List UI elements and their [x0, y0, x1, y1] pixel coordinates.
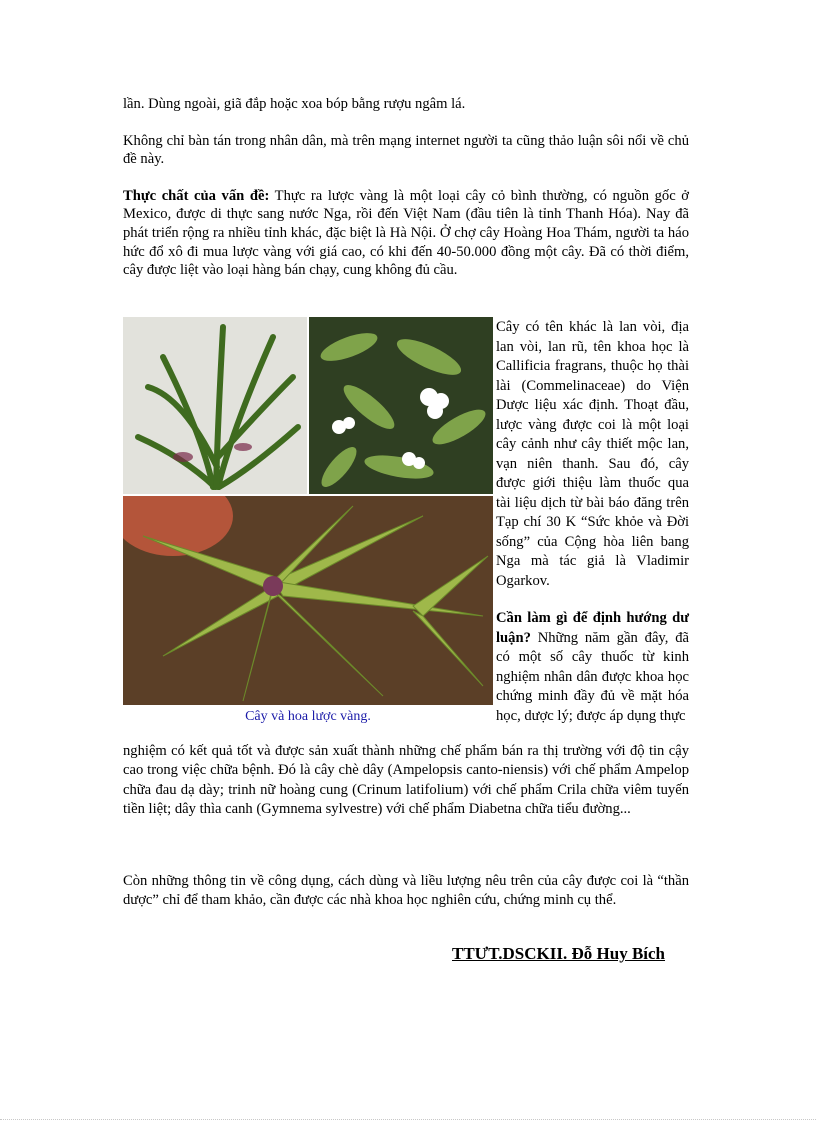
article-top — [123, 95, 689, 280]
intro-line: lần. Dùng ngoài, giã đắp hoặc xoa bóp bằng rượu ngâm lá. — [123, 96, 466, 112]
intro-paragraph: Không chỉ bàn tán trong nhân dân, mà trên mạng internet người ta cũng thảo luận sôi nổi về chủ đề này. — [123, 132, 689, 168]
plant-figure — [123, 317, 493, 727]
side-paragraph: Cây có tên khác là lan vòi, địa lan vòi, lan rũ, tên khoa học là Callificia fragrans, thuộc họ thài lài (Commelinaceae) do Viện Dược liệu xác định. Thoạt đầu, lược vàng được coi là một loại cây cảnh như cây thiết mộc lan, vạn niên thanh. Sau đó, cây được giới thiệu làm thuốc qua tài liệu dịch từ bài báo đăng trên Tạp chí 30 K “Sức khỏe và Đời sống” của Cộng hòa liên bang Nga mà tác giả là Vladimir Ogarkov. — [496, 319, 689, 589]
essence-paragraph — [123, 187, 689, 280]
guidance-text: Những năm gần đây, đã có một số cây thuốc từ kinh nghiệm nhân dân được khoa học chứng minh đầy đủ về mặt hóa học, dược lý; được áp dụng thực — [496, 629, 689, 724]
guidance-paragraph — [496, 609, 689, 726]
closing-paragraph: Còn những thông tin về công dụng, cách dùng và liều lượng nêu trên của cây được coi là “thần dược” chỉ để tham khảo, cần được các nhà khoa học nghiên cứu, chứng minh cụ thể. — [123, 873, 689, 909]
figure-caption: Cây và hoa lược vàng. — [245, 709, 371, 724]
plant-photo-potted — [123, 317, 307, 494]
guidance-heading: Cần làm gì để định hướng dư luận? — [496, 610, 689, 646]
author-signature: TTƯT.DSCKII. Đỗ Huy Bích — [452, 944, 666, 963]
side-column — [496, 318, 689, 726]
plant-photo-closeup — [123, 496, 493, 705]
essence-heading: Thực chất của vấn đề: — [123, 187, 270, 204]
page-bottom-divider — [0, 1119, 816, 1120]
plant-photo-flowers — [309, 317, 493, 494]
continuation-paragraph: nghiệm có kết quả tốt và được sản xuất thành những chế phẩm bán ra thị trường với độ tin cậy cao trong việc chữa bệnh. Đó là cây chè dây (Ampelopsis canto-niensis) với chế phẩm Ampelop chữa đau dạ dày; trinh nữ hoàng cung (Crinum latifolium) với chế phẩm Crila chữa viêm tuyến tiền liệt; dây thìa canh (Gymnema sylvestre) với chế phẩm Diabetna chữa tiểu đường... — [123, 743, 689, 817]
photo-collage — [123, 317, 493, 705]
essence-text: Thực ra lược vàng là một loại cây cỏ bình thường, có nguồn gốc ở Mexico, được di thực sang nước Nga, rồi đến Việt Nam (đầu tiên là tỉnh Thanh Hóa). Nay đã phát triển rộng ra nhiều tỉnh khác, đặc biệt là Hà Nội. Ở chợ cây Hoàng Hoa Thám, người ta háo hức đổ xô đi mua lược vàng với giá cao, có khi đến 40-50.000 đồng một cây. Đã có thời điểm, cây được liệt vào loại hàng bán chạy, cung không đủ cầu. — [123, 187, 689, 279]
